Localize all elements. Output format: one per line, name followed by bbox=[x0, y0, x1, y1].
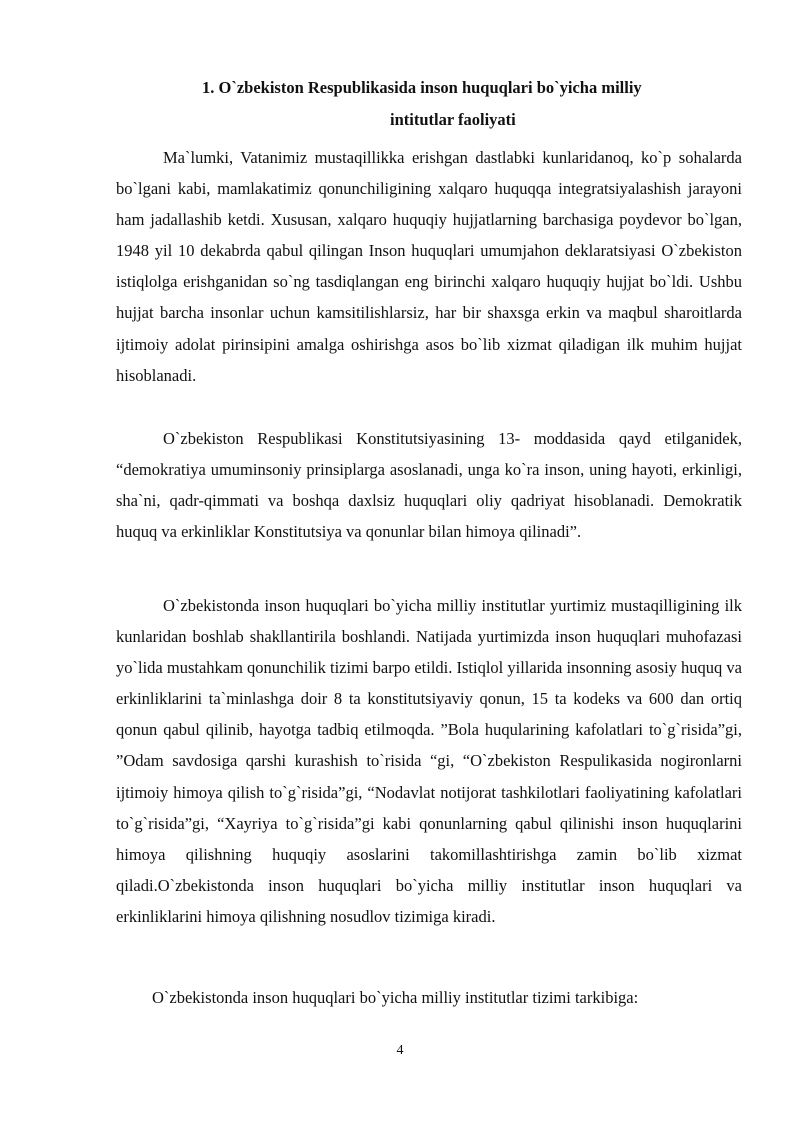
paragraph-intro bbox=[116, 142, 742, 391]
paragraph-text: O`zbekiston Respublikasi Konstitutsiyasining 13- moddasida qayd etilganidek, “demokratiya umuminsoniy prinsiplarga asoslanadi, unga ko`ra inson, uning hayoti, erkinligi, sha`ni, qadr-qimmati va boshqa daxlsiz huquqlari oliy qadriyat hisoblanadi. Demokratik huquq va erkinliklar Konstitutsiya va qonunlar bilan himoya qilinadi”. bbox=[116, 429, 742, 542]
page-number: 4 bbox=[396, 1043, 404, 1058]
section-heading: 1. O`zbekiston Respublikasida inson huquqlari bo`yicha milliy bbox=[202, 78, 642, 97]
paragraph-system-intro: O`zbekistonda inson huquqlari bo`yicha milliy institutlar tizimi tarkibiga: bbox=[152, 988, 639, 1007]
paragraph-institutions bbox=[116, 590, 742, 932]
paragraph-text: O`zbekistonda inson huquqlari bo`yicha milliy institutlar yurtimiz mustaqilligining ilk kunlaridan boshlab shakllantirila boshlandi. Natijada yurtimizda inson huquqlari muhofazasi yo`lida mustahkam qonunchilik tizimi barpo etildi. Istiqlol yillarida insonning asosiy huquq va erkinliklarini ta`minlashga doir 8 ta konstitutsiyaviy qonun, 15 ta kodeks va 600 dan ortiq qonun qabul qilinib, hayotga tadbiq etilmoqda. ”Bola huqularining kafolatlari to`g`risida”gi, ”Odam savdosiga qarshi kurashish to`risida “gi, “O`zbekiston Respulikasida nogironlarni ijtimoiy himoya qilish to`g`risida”gi, “Nodavlat notijorat tashkilotlari faoliyatining kafolatlari to`g`risida”gi, “Xayriya to`g`risida”gi kabi qonunlarning qabul qilinishi inson huquqlarini himoya qilishning huquqiy asoslarini takomillashtirishga zamin bo`lib xizmat qiladi.O`zbekistonda inson huquqlari bo`yicha milliy institutlar inson huquqlari va erkinliklarini himoya qilishning nosudlov tizimiga kiradi. bbox=[116, 596, 743, 926]
paragraph-text: Ma`lumki, Vatanimiz mustaqillikka erishgan dastlabki kunlaridanoq, ko`p sohalarda bo`lgani kabi, mamlakatimiz qonunchiligining xalqaro huquqqa integratsiyalashish jarayoni ham jadallashib ketdi. Xususan, xalqaro huquqiy hujjatlarning barchasiga poydevor bo`lgan, 1948 yil 10 dekabrda qabul qilingan Inson huquqlari umumjahon deklaratsiyasi O`zbekiston istiqlolga erishganidan so`ng tasdiqlangan eng birinchi xalqaro huquqiy hujjat bo`ldi. Ushbu hujjat barcha insonlar uchun kamsitilishlarsiz, har bir shaxsga erkin va maqbul sharoitlarda ijtimoiy adolat pirinsipini amalga oshirishga asos bo`lib xizmat qiladigan ilk muhim hujjat hisoblanadi. bbox=[116, 148, 742, 385]
paragraph-constitution bbox=[116, 423, 742, 547]
section-heading-continued: intitutlar faoliyati bbox=[390, 110, 516, 129]
